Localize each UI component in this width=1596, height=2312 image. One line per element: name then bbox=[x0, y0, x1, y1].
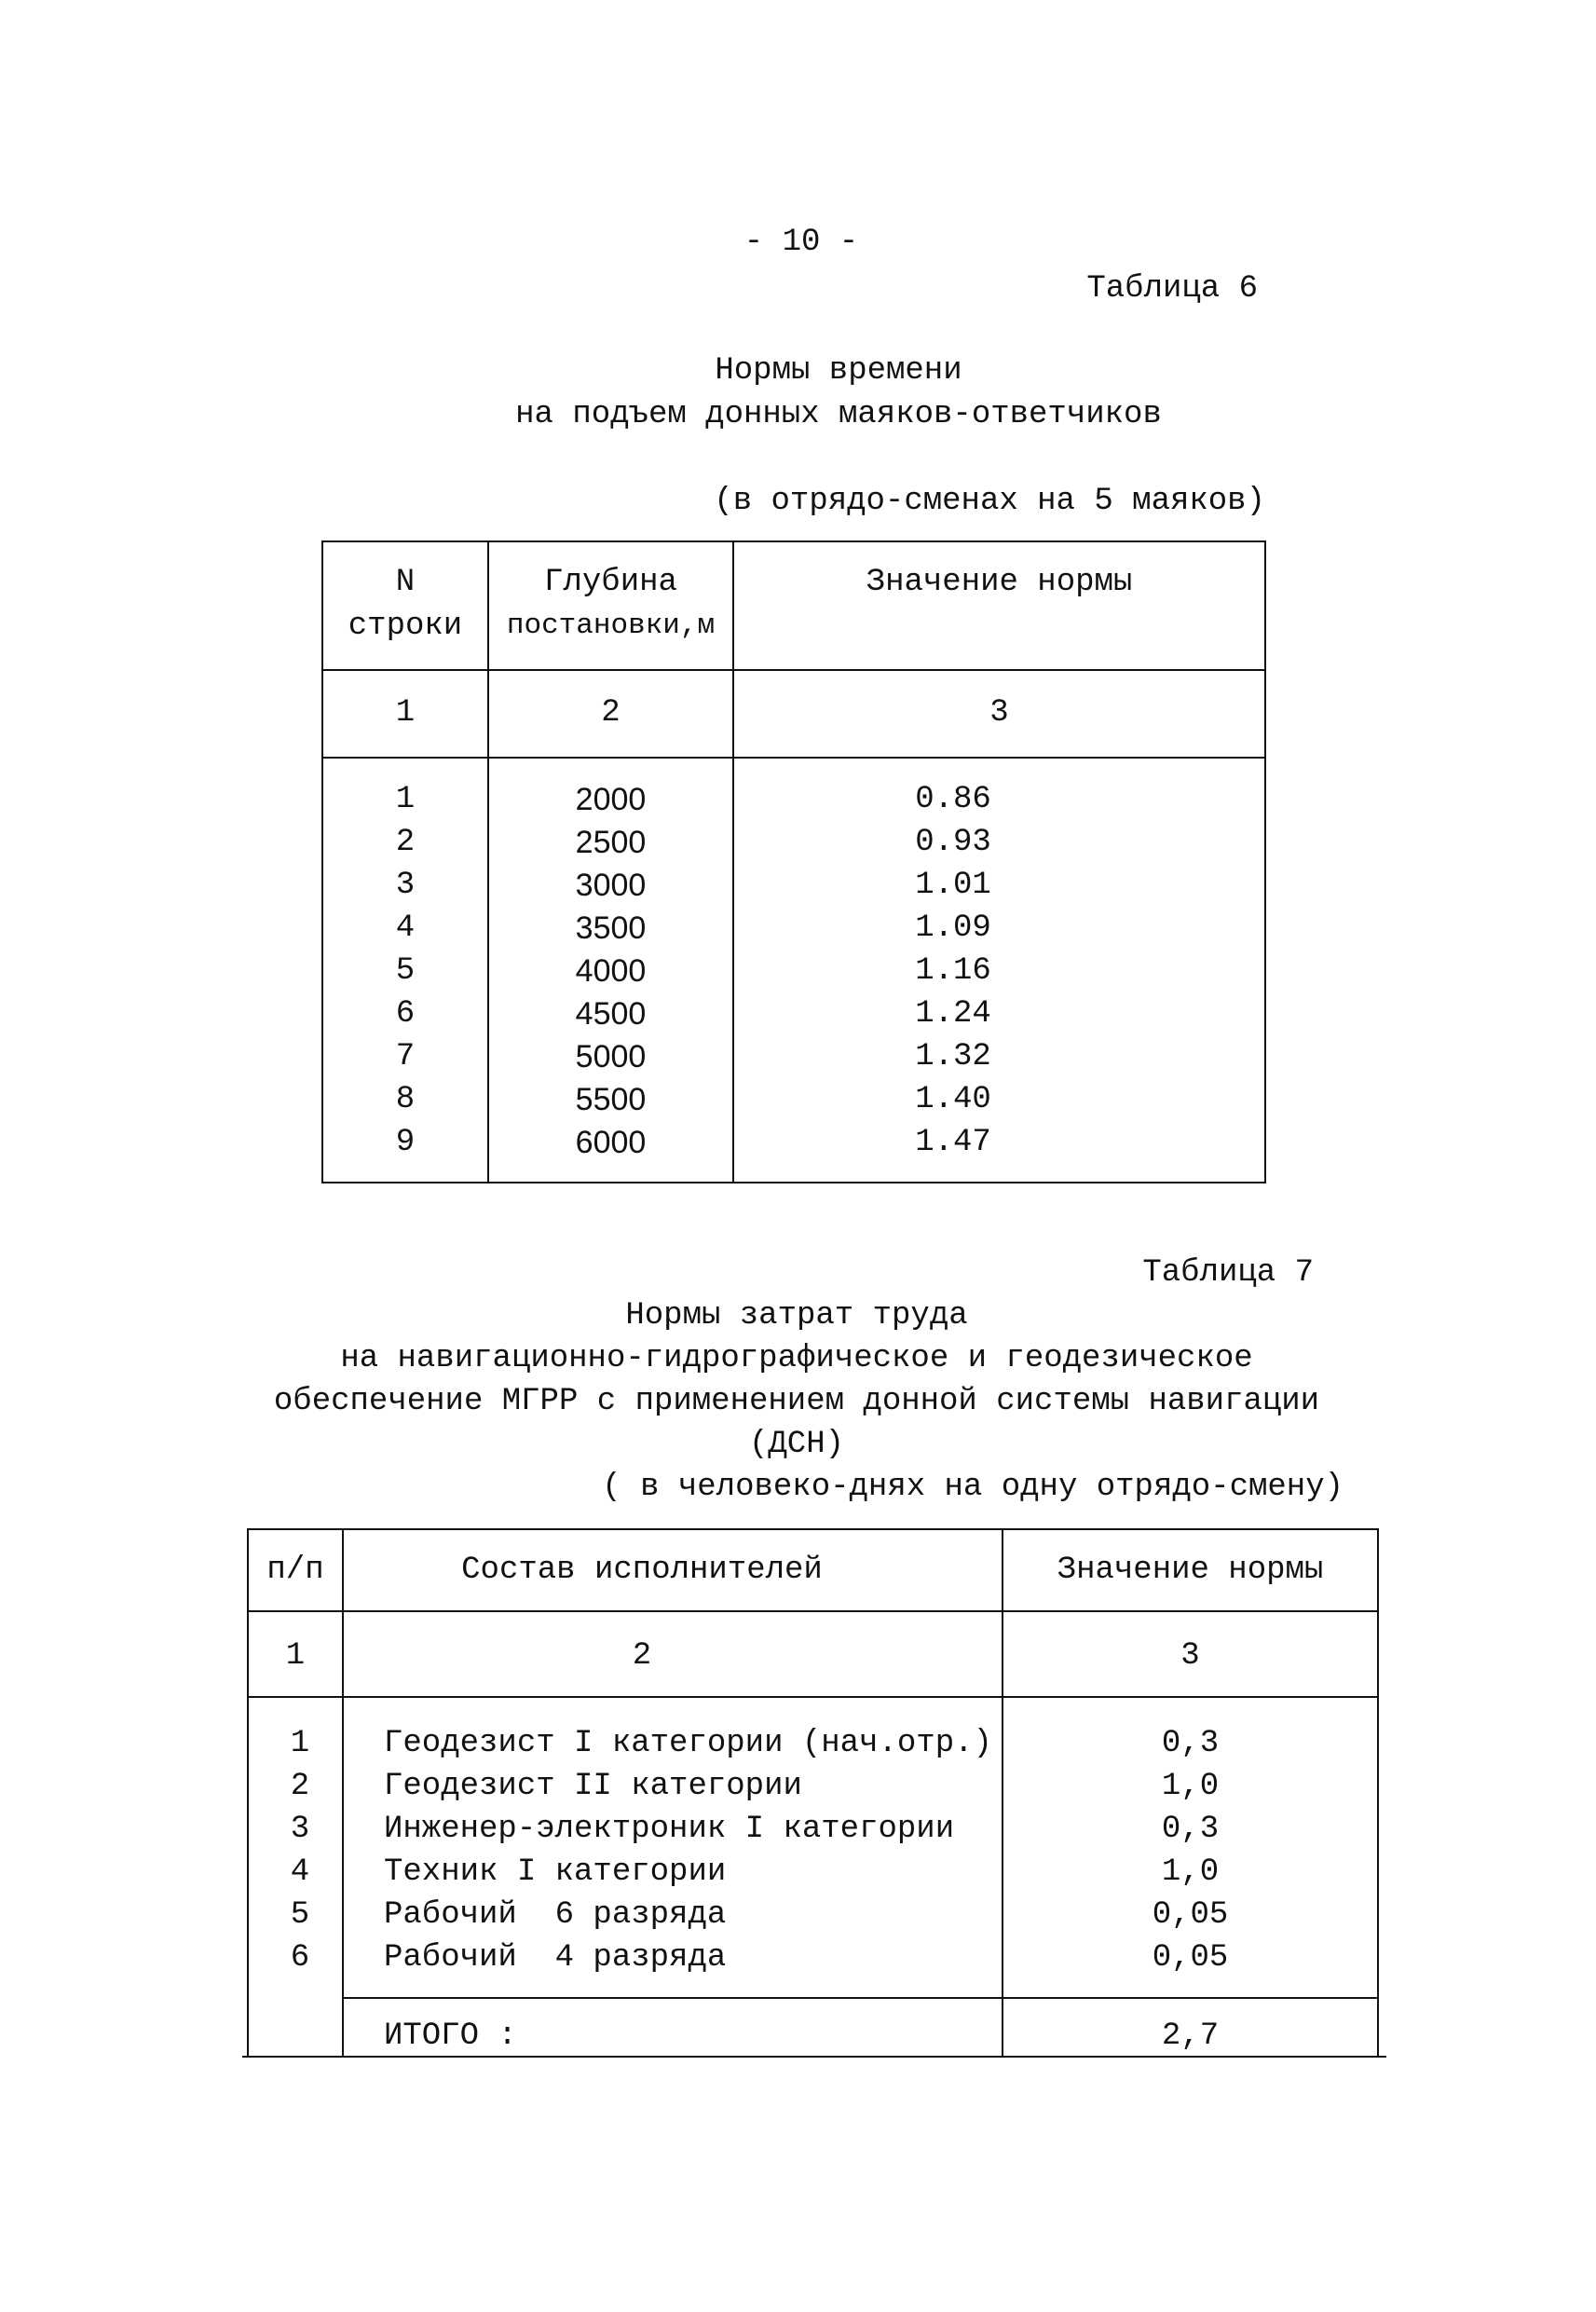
table7-header-col3: Значение нормы bbox=[1057, 1553, 1324, 1588]
table7-row-value: 1,0 bbox=[1161, 1769, 1220, 1804]
table6-row-depth: 3000 bbox=[575, 868, 647, 903]
table6-row-n: 2 bbox=[395, 825, 416, 860]
table7-units: ( в человеко-днях на одну отрядо-смену) bbox=[602, 1470, 1344, 1505]
table6-row-n: 4 bbox=[395, 910, 416, 946]
table6-row-n: 8 bbox=[395, 1082, 416, 1117]
table7-header-col2: Состав исполнителей bbox=[461, 1553, 823, 1588]
table6-row-value: 0.86 bbox=[915, 782, 991, 817]
table7-row-n: 2 bbox=[290, 1769, 310, 1804]
table6-units: (в отрядо-сменах на 5 маяков) bbox=[714, 484, 1265, 519]
table7-title-line4: (ДСН) bbox=[748, 1427, 845, 1462]
table6-header-col3: Значение нормы bbox=[866, 565, 1133, 600]
table6-row-value: 1.32 bbox=[915, 1039, 991, 1074]
table6-row-depth: 5500 bbox=[575, 1082, 647, 1117]
table7-row-name: Рабочий 6 разряда bbox=[384, 1897, 727, 1933]
table6-header-col2-line1: Глубина bbox=[544, 565, 677, 600]
table6-row-depth: 5000 bbox=[575, 1039, 647, 1074]
table7-total-value: 2,7 bbox=[1161, 2018, 1220, 2054]
table7-colnum-3: 3 bbox=[1180, 1638, 1200, 1674]
table7-total-divider bbox=[342, 1997, 1379, 1999]
page-number: - 10 - bbox=[743, 225, 859, 260]
table6-colnum-3: 3 bbox=[989, 695, 1009, 731]
table7-colnum-1: 1 bbox=[285, 1638, 306, 1674]
table6-row-n: 7 bbox=[395, 1039, 416, 1074]
table6-row-n: 5 bbox=[395, 953, 416, 989]
table7-row-name: Инженер-электроник I категории bbox=[384, 1812, 955, 1847]
table6-label: Таблица 6 bbox=[1086, 271, 1258, 307]
table6-bottom-border bbox=[321, 1182, 1266, 1183]
table7-row-n: 5 bbox=[290, 1897, 310, 1933]
table7-right-border bbox=[1377, 1528, 1379, 2058]
table7-bottom-border bbox=[242, 2056, 1386, 2058]
table6-row-value: 1.09 bbox=[915, 910, 991, 946]
table7-row-value: 0,05 bbox=[1152, 1897, 1229, 1933]
table6-row-depth: 2000 bbox=[575, 782, 647, 817]
table7-header-divider bbox=[247, 1610, 1379, 1612]
table6-colnum-1: 1 bbox=[395, 695, 416, 731]
table7-left-border bbox=[247, 1528, 249, 2058]
table6-row-value: 1.40 bbox=[915, 1082, 991, 1117]
table7-row-value: 0,3 bbox=[1161, 1726, 1220, 1761]
table7-title-line2: на навигационно-гидрографическое и геодезическое bbox=[340, 1341, 1253, 1376]
table6-right-border bbox=[1264, 540, 1266, 1183]
table7-colnum-2: 2 bbox=[632, 1638, 652, 1674]
table7-row-name: Техник I категории bbox=[384, 1854, 727, 1890]
table6-header-divider bbox=[321, 669, 1266, 671]
table7-row-n: 3 bbox=[290, 1812, 310, 1847]
table6-row-depth: 2500 bbox=[575, 825, 647, 860]
table6-header-col2-line2: постановки,м bbox=[506, 609, 716, 642]
table6-row-value: 1.47 bbox=[915, 1125, 991, 1160]
table6-row-depth: 4500 bbox=[575, 996, 647, 1032]
table7-row-name: Геодезист II категории bbox=[384, 1769, 802, 1804]
table6-header-col1-line1: N bbox=[395, 565, 416, 600]
table6-title-line2: на подъем донных маяков-ответчиков bbox=[515, 397, 1162, 432]
table7-header-col1: п/п bbox=[266, 1553, 324, 1588]
table6-row-value: 1.16 bbox=[915, 953, 991, 989]
table6-colnum-2: 2 bbox=[601, 695, 621, 731]
table7-colnum-divider bbox=[247, 1696, 1379, 1698]
table7-row-name: Геодезист I категории (нач.отр.) bbox=[384, 1726, 992, 1761]
table6-header-col1-line2: строки bbox=[348, 609, 463, 644]
table7-total-label: ИТОГО : bbox=[384, 2018, 517, 2054]
table6-row-value: 0.93 bbox=[915, 825, 991, 860]
table6-row-n: 3 bbox=[395, 868, 416, 903]
table7-row-value: 1,0 bbox=[1161, 1854, 1220, 1890]
table6-row-n: 1 bbox=[395, 782, 416, 817]
table7-label: Таблица 7 bbox=[1142, 1255, 1314, 1291]
table6-row-n: 6 bbox=[395, 996, 416, 1032]
table6-row-depth: 6000 bbox=[575, 1125, 647, 1160]
table6-row-value: 1.01 bbox=[915, 868, 991, 903]
table7-row-n: 6 bbox=[290, 1940, 310, 1976]
table7-row-n: 4 bbox=[290, 1854, 310, 1890]
table7-title-line1: Нормы затрат труда bbox=[625, 1298, 968, 1334]
table6-title-line1: Нормы времени bbox=[715, 353, 962, 389]
table7-row-value: 0,05 bbox=[1152, 1940, 1229, 1976]
table6-row-n: 9 bbox=[395, 1125, 416, 1160]
table6-row-depth: 4000 bbox=[575, 953, 647, 989]
table7-row-value: 0,3 bbox=[1161, 1812, 1220, 1847]
table7-col-divider-1 bbox=[342, 1528, 344, 2058]
table7-row-name: Рабочий 4 разряда bbox=[384, 1940, 727, 1976]
table6-top-border bbox=[321, 540, 1266, 542]
table6-row-depth: 3500 bbox=[575, 910, 647, 946]
table6-row-value: 1.24 bbox=[915, 996, 991, 1032]
table7-row-n: 1 bbox=[290, 1726, 310, 1761]
table6-colnum-divider bbox=[321, 757, 1266, 759]
table7-top-border bbox=[247, 1528, 1379, 1530]
table7-title-line3: обеспечение МГРР с применением донной системы навигации bbox=[273, 1384, 1320, 1419]
